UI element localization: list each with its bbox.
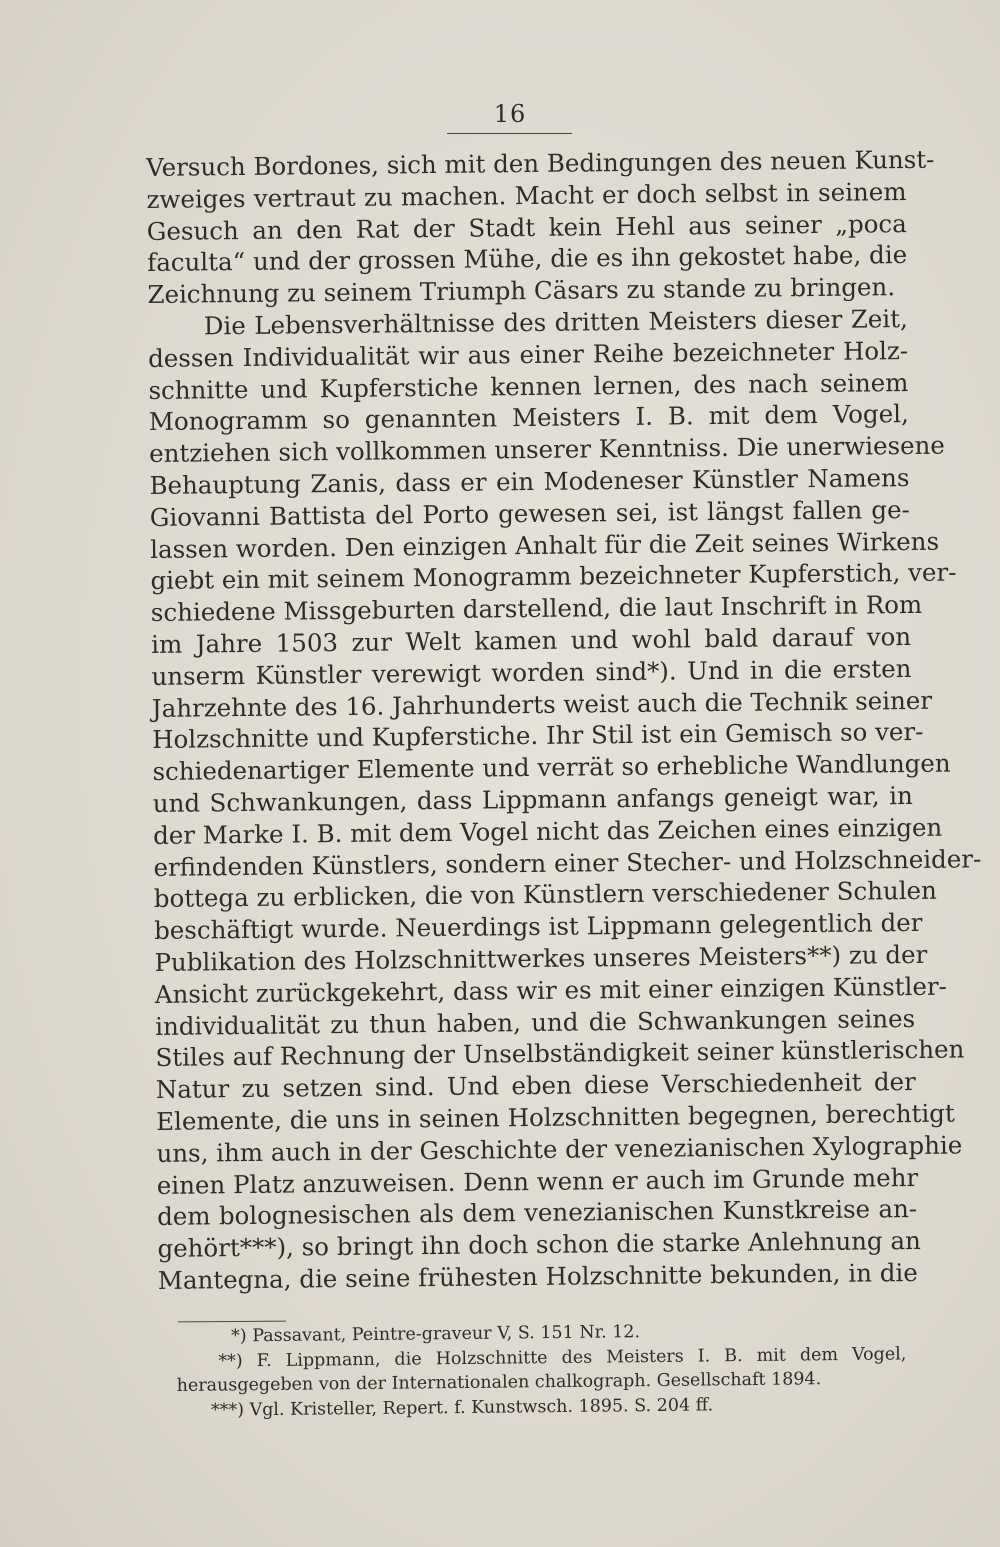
text-line: entziehen sich vollkommen unserer Kenntniss. Die unerwiesene <box>149 430 945 469</box>
text-line: dem bolognesischen als dem venezianischen Kunstkreise an- <box>156 1194 918 1232</box>
text-line: lassen worden. Den einzigen Anhalt für die Zeit seines Wirkens <box>150 526 940 564</box>
footnote-3: ***) Vgl. Kristeller, Repert. f. Kunstwsch. 1895. S. 204 ff. <box>210 1394 714 1421</box>
text-line: uns, ihm auch in der Geschichte der venezianischen Xylographie <box>156 1130 963 1168</box>
text-line: Jahrzehnte des 16. Jahrhunderts weist auch die Technik seiner <box>151 685 933 723</box>
text-line: gehört***), so bringt ihn doch schon die starke Anlehnung an <box>157 1226 921 1264</box>
text-line: dessen Individualität wir aus einer Reihe bezeichneter Holz- <box>148 335 909 373</box>
text-line: Die Lebensverhältnisse des dritten Meisters dieser Zeit, <box>203 304 908 341</box>
text-line: Natur zu setzen sind. Und eben diese Verschiedenheit der <box>155 1067 916 1105</box>
page-number: 16 <box>493 100 527 128</box>
text-line: Zeichnung zu seinem Triumph Cäsars zu stande zu bringen. <box>147 272 896 310</box>
text-line: individualität zu thun haben, und die Schwankungen seines <box>155 1003 916 1041</box>
text-line: Giovanni Battista del Porto gewesen sei, ist längst fallen ge- <box>149 494 910 532</box>
text-line: Elemente, die uns in seinen Holzschnitten begegnen, berechtigt <box>155 1098 955 1136</box>
text-line: Gesuch an den Rat der Stadt kein Hehl aus seiner „poca <box>146 208 907 246</box>
text-line: einen Platz anzuweisen. Denn wenn er auch im Grunde mehr <box>156 1162 919 1200</box>
text-line: giebt ein mit seinem Monogramm bezeichneter Kupferstich, ver- <box>150 557 957 596</box>
text-line: zweiges vertraut zu machen. Macht er doch selbst in seinem <box>146 176 907 214</box>
footnotes <box>176 1317 907 1423</box>
footnote-1: *) Passavant, Peintre-graveur V, S. 151 Nr. 12. <box>231 1322 641 1347</box>
text-line: beschäftigt wurde. Neuerdings ist Lippmann gelegentlich der <box>154 908 923 946</box>
text-line: faculta“ und der grossen Mühe, die es ihn gekostet habe, die <box>147 240 908 278</box>
text-line: Holzschnitte und Kupferstiche. Ihr Stil ist ein Gemisch so ver- <box>152 717 924 755</box>
text-line: Ansicht zurückgekehrt, dass wir es mit einer einzigen Künstler- <box>154 971 948 1009</box>
text-line: schnitte und Kupferstiche kennen lernen, des nach seinem <box>148 367 909 405</box>
footnote-2-continuation: herausgegeben von der Internationalen chalkograph. Gesellschaft 1894. <box>176 1369 822 1396</box>
text-line: Stiles auf Rechnung der Unselbständigkeit seiner künstlerischen <box>155 1034 965 1073</box>
text-line: Monogramm so genannten Meisters I. B. mit dem Vogel, <box>148 399 909 437</box>
text-line: schiedene Missgeburten darstellend, die laut Inschrift in Rom <box>150 590 923 628</box>
footnote-rule <box>178 1321 286 1323</box>
text-line: Behauptung Zanis, dass er ein Modeneser Künstler Namens <box>149 462 910 500</box>
text-line: unserm Künstler verewigt worden sind*). Und in die ersten <box>151 653 912 691</box>
text-line: Mantegna, die seine frühesten Holzschnitte bekunden, in die <box>157 1257 918 1295</box>
text-line: schiedenartiger Elemente und verrät so erhebliche Wandlungen <box>152 748 951 787</box>
text-line: der Marke I. B. mit dem Vogel nicht das Zeichen eines einzigen <box>153 812 943 850</box>
body-text <box>146 144 982 1297</box>
text-line: Versuch Bordones, sich mit den Bedingungen des neuen Kunst- <box>146 144 935 182</box>
text-line: und Schwankungen, dass Lippmann anfangs geneigt war, in <box>152 780 913 818</box>
text-line: im Jahre 1503 zur Welt kamen und wohl bald darauf von <box>151 621 912 659</box>
page-number-rule <box>447 133 572 134</box>
footnote-2: **) F. Lippmann, die Holzschnitte des Meisters I. B. mit dem Vogel, <box>218 1343 907 1372</box>
text-line: erfindenden Künstlers, sondern einer Stecher- und Holzschneider- <box>153 843 982 882</box>
text-line: Publikation des Holzschnittwerkes unseres Meisters**) zu der <box>154 939 928 977</box>
text-line: bottega zu erblicken, die von Künstlern verschiedener Schulen <box>153 876 938 914</box>
